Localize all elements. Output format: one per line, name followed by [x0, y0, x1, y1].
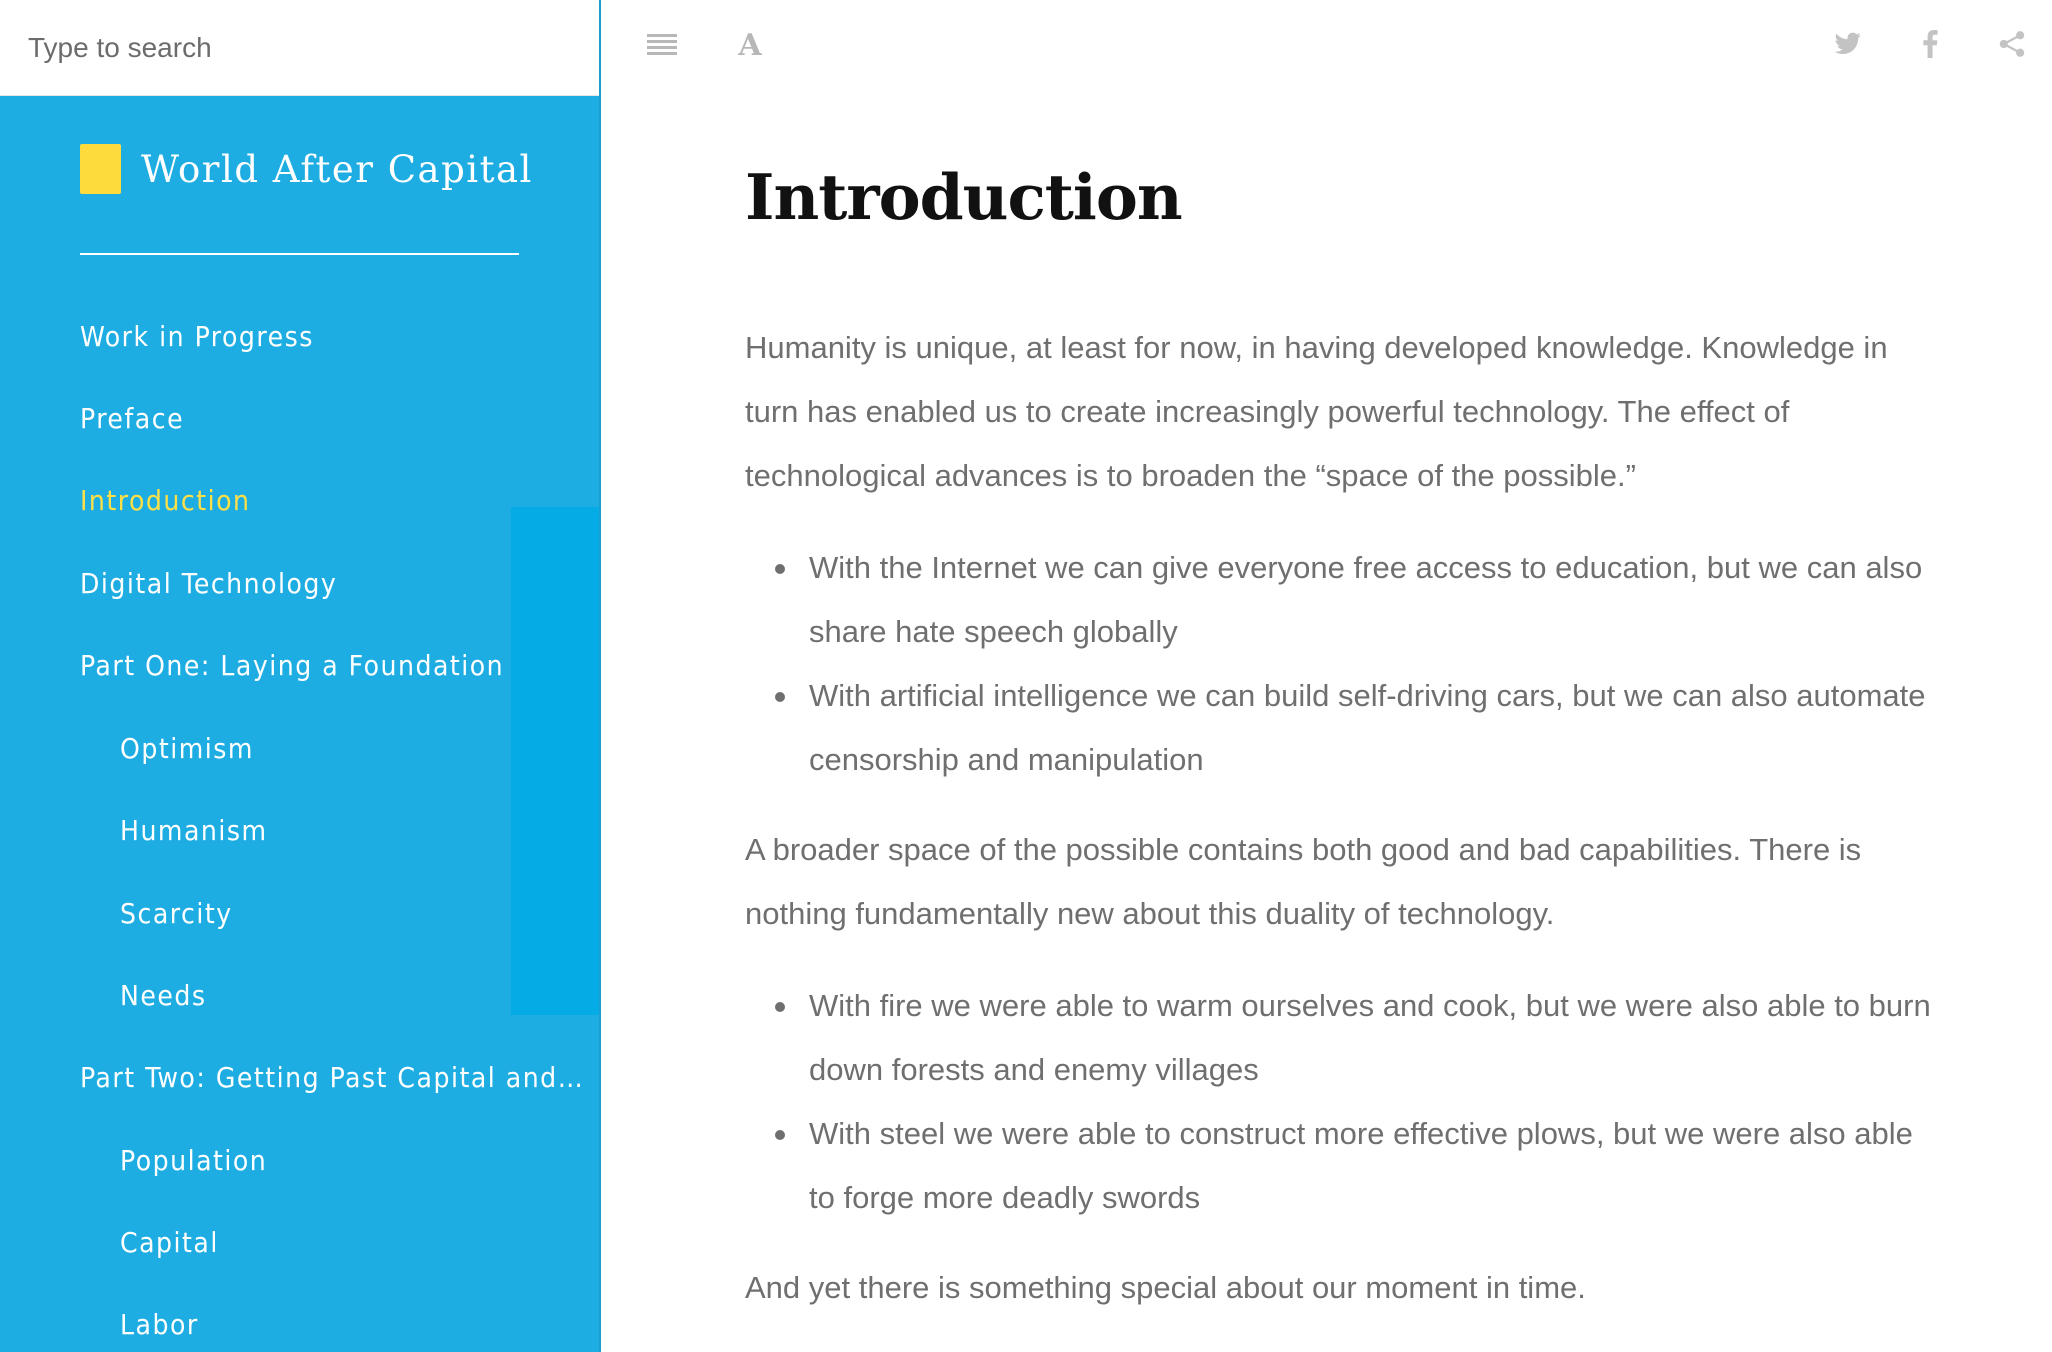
bullet-icon — [775, 692, 785, 702]
paragraph: Humanity is unique, at least for now, in having developed knowledge. Knowledge in turn has enabled us to create increasingly powerful technology. The effect of technological advances is to broaden the “space of the possible.” — [745, 330, 1888, 493]
toc-item-needs[interactable]: Needs — [120, 979, 207, 1012]
toc-item-digital-technology[interactable]: Digital Technology — [80, 567, 338, 600]
toc-item-part-one[interactable]: Part One: Laying a Foundation — [80, 649, 505, 682]
logo-square — [80, 144, 121, 194]
toc-item-scarcity[interactable]: Scarcity — [120, 897, 233, 930]
toc-item-part-two[interactable]: Part Two: Getting Past Capital and… — [80, 1061, 585, 1094]
search-input[interactable] — [28, 22, 568, 74]
bullet-list — [745, 974, 1945, 1230]
toc-item-capital[interactable]: Capital — [120, 1226, 219, 1259]
sidebar — [0, 0, 601, 1352]
paragraph: And yet there is something special about our moment in time. — [745, 1270, 1586, 1305]
facebook-icon[interactable] — [1912, 26, 1948, 62]
toc-item-labor[interactable]: Labor — [120, 1308, 199, 1341]
bullet-icon — [775, 1130, 785, 1140]
search-bar — [0, 0, 599, 96]
list-item: With fire we were able to warm ourselves and cook, but we were also able to burn down forests and enemy villages — [745, 974, 1945, 1102]
list-item: With artificial intelligence we can build self-driving cars, but we can also automate censorship and manipulation — [745, 664, 1945, 792]
bullet-list — [745, 536, 1945, 792]
brand[interactable] — [80, 144, 533, 194]
bullet-icon — [775, 1002, 785, 1012]
toc-item-population[interactable]: Population — [120, 1144, 268, 1177]
bullet-icon — [775, 564, 785, 574]
paragraph: A broader space of the possible contains both good and bad capabilities. There is nothing fundamentally new about this duality of technology. — [745, 832, 1862, 931]
page-title: Introduction — [745, 160, 1182, 234]
toc-item-humanism[interactable]: Humanism — [120, 814, 268, 847]
list-item: With steel we were able to construct more effective plows, but we were also able to forge more deadly swords — [745, 1102, 1945, 1230]
scrollbar-thumb[interactable] — [511, 507, 599, 1015]
toc-item-introduction[interactable]: Introduction — [80, 484, 251, 517]
divider — [80, 253, 519, 255]
list-item: With the Internet we can give everyone free access to education, but we can also share hate speech globally — [745, 536, 1945, 664]
menu-icon[interactable] — [644, 26, 680, 62]
share-icon[interactable] — [1994, 26, 2030, 62]
svg-text:A: A — [738, 28, 762, 63]
twitter-icon[interactable] — [1830, 26, 1866, 62]
toc-item-preface[interactable]: Preface — [80, 402, 185, 435]
toc-item-work-in-progress[interactable]: Work in Progress — [80, 320, 314, 353]
font-icon[interactable] — [732, 26, 768, 62]
book-title: World After Capital — [141, 147, 533, 191]
toc-item-optimism[interactable]: Optimism — [120, 732, 254, 765]
